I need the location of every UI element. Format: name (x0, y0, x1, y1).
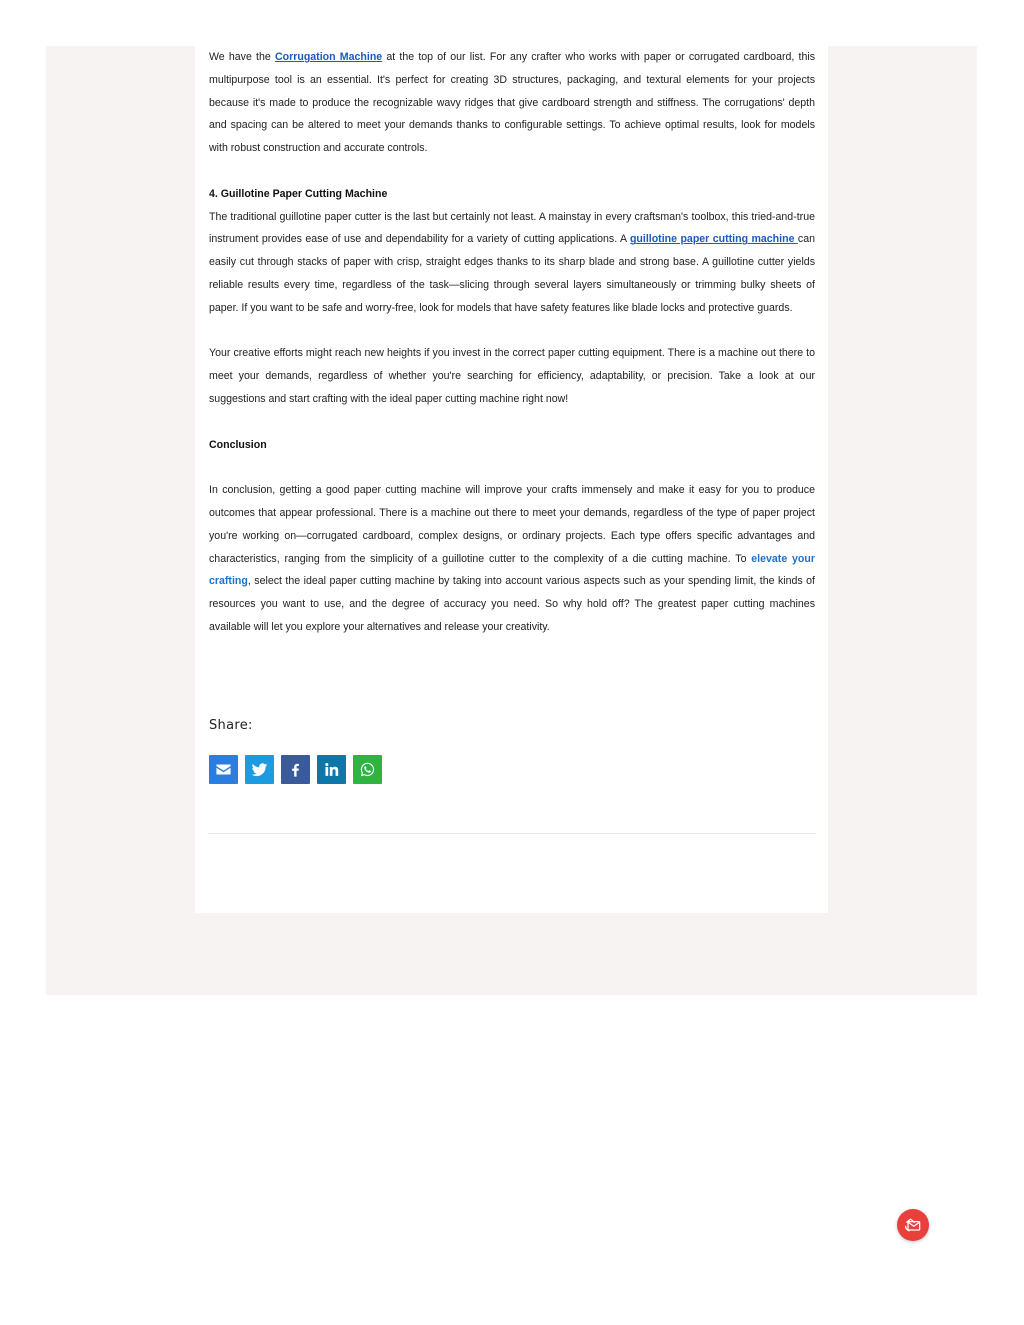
section-heading-guillotine: 4. Guillotine Paper Cutting Machine (209, 187, 388, 200)
paragraph-conclusion: In conclusion, getting a good paper cutting machine will improve your crafts immensely and make it easy for you to produce outcomes that appear professional. There is a machine out there to meet your demands, regardless of the type of paper project you're working on—corrugated cardboard, complex designs, or ordinary projects. Each type offers specific advantages and characteristics, ranging from the simplicity of a guillotine cutter to the complexity of a die cutting machine. To elevate your crafting, select the ideal paper cutting machine by taking into account various aspects such as your spending limit, the kinds of resources you want to use, and the degree of accuracy you need. So why hold off? The greatest paper cutting machines available will let you explore your alternatives and release your creativity. (209, 484, 815, 633)
whatsapp-icon (359, 761, 376, 778)
share-facebook-button[interactable] (281, 755, 310, 784)
article-content (209, 46, 815, 639)
share-linkedin-button[interactable] (317, 755, 346, 784)
facebook-icon (287, 761, 304, 778)
linkedin-icon (323, 761, 340, 778)
conclusion-heading: Conclusion (209, 438, 267, 451)
article-card (195, 46, 828, 913)
share-buttons (209, 755, 382, 784)
paragraph-invest: Your creative efforts might reach new heights if you invest in the correct paper cutting equipment. There is a machine out there to meet your demands, regardless of whether you're searching for efficiency, adaptability, or precision. Take a look at our suggestions and start crafting with the ideal paper cutting machine right now! (209, 347, 815, 405)
section-divider (209, 833, 815, 834)
share-twitter-button[interactable] (245, 755, 274, 784)
share-label: Share: (209, 718, 253, 733)
share-email-button[interactable] (209, 755, 238, 784)
contact-floating-button[interactable] (897, 1209, 929, 1241)
guillotine-machine-link[interactable]: guillotine paper cutting machine (629, 233, 798, 246)
contact-mail-icon (903, 1215, 923, 1235)
elevate-crafting-link[interactable]: elevate your crafting (209, 552, 815, 588)
paragraph-corrugation: We have the Corrugation Machine at the top of our list. For any crafter who works with paper or corrugated cardboard, this multipurpose tool is an essential. It's perfect for creating 3D structures, packaging, and textural elements for your projects because it's made to produce the recognizable wavy ridges that give cardboard strength and stiffness. The corrugations' depth and spacing can be altered to meet your demands thanks to configurable settings. To achieve optimal results, look for models with robust construction and accurate controls. (209, 51, 815, 155)
corrugation-machine-link[interactable]: Corrugation Machine (274, 51, 383, 63)
share-whatsapp-button[interactable] (353, 755, 382, 784)
email-icon (215, 761, 232, 778)
paragraph-guillotine: The traditional guillotine paper cutter is the last but certainly not least. A mainstay in every craftsman's toolbox, this tried-and-true instrument provides ease of use and dependability for a variety of cutting applications. A guillotine paper cutting machine can easily cut through stacks of paper with crisp, straight edges thanks to its sharp blade and strong base. A guillotine cutter yields reliable results every time, regardless of the task—slicing through several layers simultaneously or trimming bulky sheets of paper. If you want to be safe and worry-free, look for models that have safety features like blade locks and protective guards. (209, 210, 815, 314)
twitter-icon (251, 761, 268, 778)
